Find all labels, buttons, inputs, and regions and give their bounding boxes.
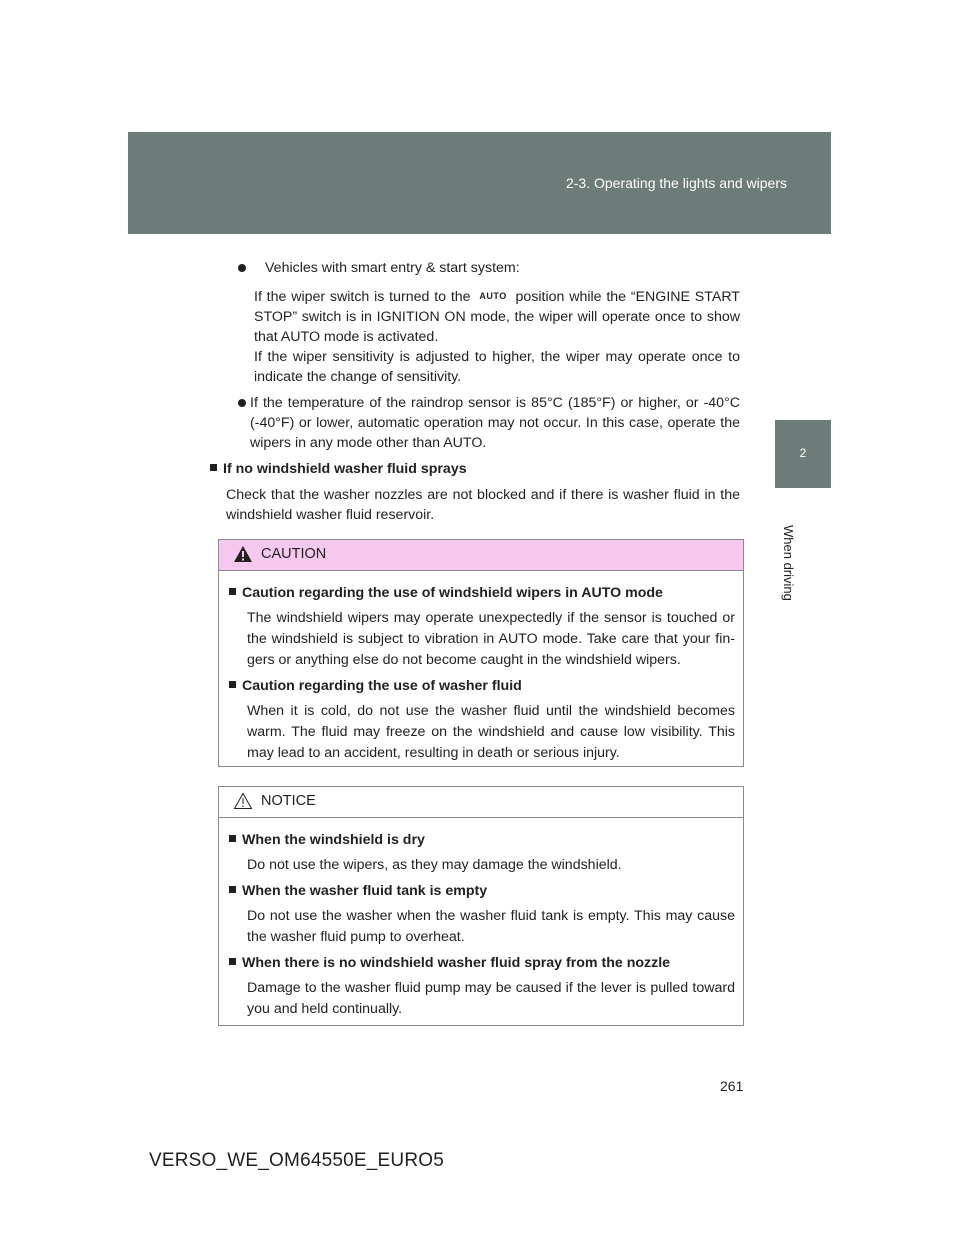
page-number: 261 xyxy=(720,1078,744,1094)
section-header xyxy=(128,132,831,234)
caution-body xyxy=(219,571,743,779)
washer-heading: If no windshield washer fluid sprays xyxy=(210,459,740,479)
caution-header xyxy=(219,540,743,571)
notice-item-title: When there is no windshield washer fluid spray from the nozzle xyxy=(242,955,671,971)
warning-triangle-icon xyxy=(233,545,253,563)
square-bullet-icon xyxy=(210,464,217,471)
notice-item xyxy=(229,881,735,948)
bullet-temperature-text: If the temperature of the raindrop sensor is 85°C (185°F) or higher, or -40°C (-40°F) or lower, automatic operation may not occur. In this case, operate the wipers in any mode other than AUTO. xyxy=(250,395,740,451)
square-bullet-icon xyxy=(229,886,236,893)
chapter-label: When driving xyxy=(781,525,796,601)
notice-item-title: When the washer fluid tank is empty xyxy=(242,883,488,899)
caution-item-title: Caution regarding the use of washer fluid xyxy=(242,678,522,694)
notice-item xyxy=(229,953,735,1020)
square-bullet-icon xyxy=(229,588,236,595)
square-bullet-icon xyxy=(229,958,236,965)
square-bullet-icon xyxy=(229,835,236,842)
caution-item-title: Caution regarding the use of windshield wipers in AUTO mode xyxy=(242,585,663,601)
caution-title: CAUTION xyxy=(261,546,327,562)
notice-item-text: Do not use the wipers, as they may damage the windshield. xyxy=(247,857,622,873)
auto-switch-icon: AUTO xyxy=(479,291,507,301)
bullet-dot-icon xyxy=(238,264,246,272)
notice-item-text: Damage to the washer fluid pump may be caused if the lever is pulled toward you and held continually. xyxy=(247,980,735,1017)
bullet-text-a: If the wiper switch is turned to the xyxy=(254,289,471,305)
square-bullet-icon xyxy=(229,681,236,688)
notice-item xyxy=(229,830,735,876)
notice-item-title: When the windshield is dry xyxy=(242,832,425,848)
bullet-smart-entry xyxy=(210,258,740,387)
washer-text: Check that the washer nozzles are not blocked and if there is washer fluid in the windshield washer fluid reservoir. xyxy=(226,487,740,523)
chapter-tab xyxy=(775,420,831,488)
notice-header xyxy=(219,787,743,818)
document-id: VERSO_WE_OM64550E_EURO5 xyxy=(149,1150,444,1171)
notice-body xyxy=(219,818,743,1035)
bullet-text-b: position while the “ENGINE START STOP” switch is in IGNITION ON mode, the wiper will operate once to show that AUTO mode is activated. xyxy=(254,289,740,345)
caution-item xyxy=(229,583,735,671)
caution-item xyxy=(229,676,735,764)
caution-box xyxy=(218,539,744,767)
bullet-text-c: If the wiper sensitivity is adjusted to higher, the wiper may operate once to indicate the change of sensitivity. xyxy=(254,349,740,385)
bullet-dot-icon xyxy=(238,399,246,407)
washer-section xyxy=(210,459,740,525)
chapter-label-container xyxy=(780,525,800,601)
caution-item-text: The windshield wipers may operate unexpectedly if the sensor is touched or the windshield is subject to vibration in AUTO mode. Take care that your fin-gers or anything else do not become caught in the windshield wipers. xyxy=(247,610,735,668)
bullet-lead: Vehicles with smart entry & start system: xyxy=(265,260,520,276)
main-content xyxy=(210,258,740,525)
bullet-paragraph xyxy=(254,286,740,347)
notice-item-text: Do not use the washer when the washer fluid tank is empty. This may cause the washer fluid pump to overheat. xyxy=(247,908,735,945)
bullet-temperature xyxy=(210,393,740,453)
caution-item-text: When it is cold, do not use the washer fluid until the windshield becomes warm. The fluid may freeze on the windshield and cause low visibility. This may lead to an accident, resulting in death or serious injury. xyxy=(247,703,735,761)
notice-box xyxy=(218,786,744,1026)
notice-triangle-icon xyxy=(233,792,253,810)
section-title: 2-3. Operating the lights and wipers xyxy=(565,175,787,191)
chapter-number: 2 xyxy=(799,446,807,460)
notice-title: NOTICE xyxy=(261,793,316,809)
